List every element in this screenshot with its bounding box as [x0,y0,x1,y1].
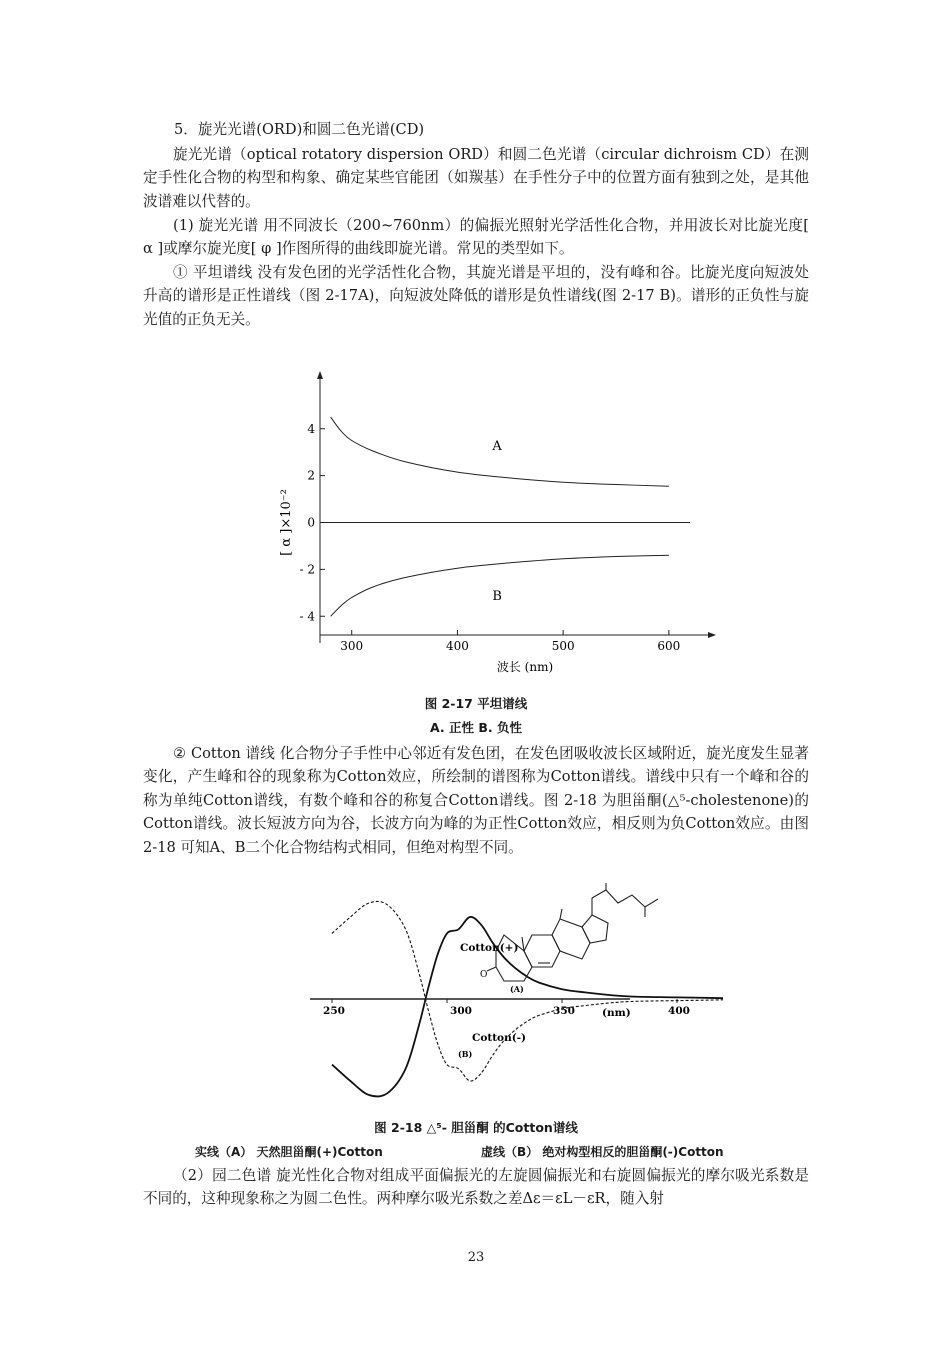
x-axis-label: 波长 (nm) [496,660,554,674]
page-number: 23 [467,1250,485,1265]
y-tick-label: 0 [307,515,315,530]
paragraph-cd: （2）园二色谱 旋光性化合物对组成平面偏振光的左旋圆偏振光和右旋圆偏振光的摩尔吸光系数是不同的，这种现象称之为圆二色性。两种摩尔吸光系数之差Δε＝εL－εR，随入射 [143,1167,809,1208]
x-unit-label: (nm) [602,1007,631,1019]
figure-2-18-caption-solid: 实线（A） 天然胆甾酮(+)Cotton [195,1145,383,1159]
x-tick-label: 400 [445,639,469,653]
x-tick-label: 600 [657,639,681,653]
figure-2-17-caption-title: 图 2-17 平坦谱线 [424,696,528,711]
x-tick-label: 350 [553,1005,575,1017]
cotton-plus-label: Cotton(+) [460,942,519,954]
figure-2-17-caption-sub: A. 正性 B. 负性 [430,720,522,735]
y-tick-label: 2 [307,468,315,483]
y-tick-label: - 2 [299,562,315,577]
figure-2-17-chart [270,365,730,685]
figure-2-17-plot [279,371,716,674]
paragraph-cotton: ② Cotton 谱线 化合物分子手性中心邻近有发色团，在发色团吸收波长区域附近，旋光度发生显著变化，产生峰和谷的现象称为Cotton效应，所绘制的谱图称为Cotton谱线。谱线中只有一个峰和谷的称为单纯Cotton谱线，有数个峰和谷的称复合Cotton谱线。图 2-18 为胆甾酮(△⁵-cholestenone)的Cotton谱线。波长短波方向为谷，长波方向为峰的为正性Cotton效应，相反则为负Cotton效应。由图 2-18 可知A、B二个化合物结构式相同，但绝对构型不同。 [143,745,809,856]
paragraph-ord-definition: (1) 旋光光谱 用不同波长（200~760nm）的偏振光照射光学活性化合物，并用波长对比旋光度[ α ]或摩尔旋光度[ φ ]作图所得的曲线即旋光谱。常见的类型如下。 [143,217,809,258]
x-tick-label: 250 [323,1005,345,1017]
series-b-label: (B) [458,1049,473,1059]
x-tick-label: 300 [340,639,364,653]
series-label-B: B [492,589,502,605]
section-heading: 5．旋光光谱(ORD)和圆二色光谱(CD) [174,121,425,138]
x-axis-arrow [708,632,716,638]
series-line-B [332,901,723,1081]
paragraph-plain-curve: ① 平坦谱线 没有发色团的光学活性化合物，其旋光谱是平坦的，没有峰和谷。比旋光度向短波处升高的谱形是正性谱线（图 2-17A)，向短波处降低的谱形是负性谱线(图 2-17 B)。谱形的正负性与旋光值的正负无关。 [143,264,809,328]
y-tick-label: 4 [307,421,315,436]
cotton-minus-label: Cotton(-) [472,1032,526,1044]
figure-2-18-plot [310,901,723,1096]
figure-2-18-chart [300,885,690,1110]
series-a-label: (A) [510,984,524,994]
x-tick-label: 500 [551,639,575,653]
x-tick-label: 300 [450,1005,472,1017]
ketone-oxygen-label: O [480,970,488,980]
paragraph-intro: 旋光光谱（optical rotatory dispersion ORD）和圆二色光谱（circular dichroism CD）在测定手性化合物的构型和构象、确定某些官能团（如羰基）在手性分子中的位置方面有独到之处，是其他波谱难以代替的。 [143,146,809,210]
figure-2-18-caption-dashed: 虚线（B） 绝对构型相反的胆甾酮(-)Cotton [481,1145,724,1159]
y-axis-label: [ α ]×10⁻² [279,489,294,556]
series-label-A: A [492,439,502,455]
x-tick-label: 400 [668,1005,690,1017]
series-line-B [331,555,669,616]
y-axis-arrow [317,371,323,379]
y-tick-label: - 4 [299,609,315,624]
figure-2-18-caption-title: 图 2-18 △⁵- 胆甾酮 的Cotton谱线 [374,1120,578,1135]
